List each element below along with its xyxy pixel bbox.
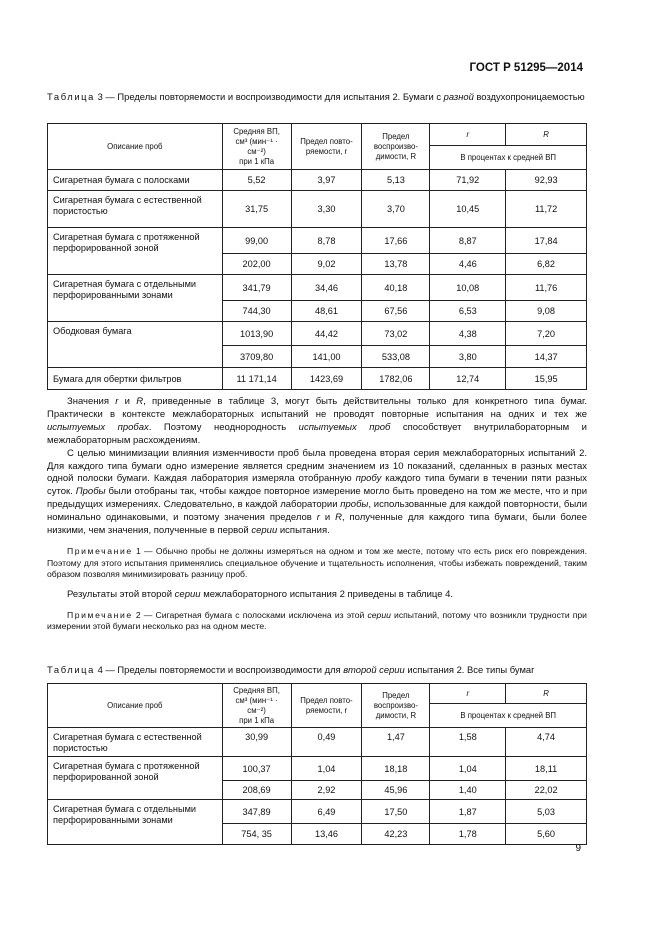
cell-r-percent: 71,92 (430, 170, 506, 191)
header-r-symbol: r (466, 688, 470, 698)
cell-R-percent: 18,11 (506, 757, 587, 781)
table4-caption-pre: — Пределы повторяемости и воспроизводимости для (102, 664, 344, 675)
cell-r-limit: 0,49 (291, 728, 362, 757)
text-run: С целью минимизации влияния изменчивости проб была проведена вторая серия межлабораторных испытаний 2. Для каждого типа бумаги одно измерение является средним значением из 10 показаний, сделанных в разных местах одной полоски бумаги. Каждая лаборатория измеряла отобранную (47, 447, 587, 485)
text-run: , полученные для каждого типа бумаги, были более низкими, чем значения, полученные в первой (47, 512, 588, 537)
cell-r-limit: 44,42 (291, 322, 362, 346)
header-mean-air-permeance (222, 124, 291, 170)
cell-r-percent: 1,78 (430, 824, 506, 845)
table-row (48, 757, 587, 781)
header-rep-line1: Предел повто- (300, 695, 353, 705)
text-italic: серии (174, 588, 201, 600)
header-rep-line2: ряемости, r (305, 705, 348, 715)
cell-R-limit: 17,66 (362, 228, 430, 254)
table-row (48, 322, 587, 346)
header-description: Описание проб (48, 124, 223, 170)
cell-r-limit: 9,02 (291, 254, 362, 275)
table3-caption-pre: — Пределы повторяемости и воспроизводимости для испытания 2. Бумаги с (102, 91, 444, 102)
header-percent-of-mean: В процентах к средней ВП (430, 146, 587, 170)
header-repro-line3: димости, R (375, 151, 417, 161)
row-description: Сигаретная бумага с протяженной перфорированной зоной (48, 757, 223, 800)
cell-r-percent: 10,08 (430, 275, 506, 301)
cell-mean: 341,79 (222, 275, 291, 301)
cell-mean: 31,75 (222, 191, 291, 228)
text-run: Значения (67, 396, 116, 407)
cell-r-limit: 48,61 (291, 301, 362, 322)
cell-r-percent: 8,87 (430, 228, 506, 254)
header-R (506, 124, 587, 146)
text-run: и (118, 396, 137, 407)
cell-r-limit: 6,49 (291, 800, 362, 824)
row-description: Сигаретная бумага с естественной пористостью (48, 728, 223, 757)
cell-r-limit: 141,00 (291, 346, 362, 368)
table-row (48, 191, 587, 228)
header-repro-line2: воспроизво- (373, 700, 418, 710)
text-italic: Пробы (75, 486, 106, 498)
header-mean-line3: при 1 кПа (239, 715, 275, 725)
row-description: Сигаретная бумага с полосками (48, 170, 223, 191)
text-run: испытания. (277, 525, 330, 537)
text-run: межлабораторного испытания 2 приведены в таблице 4. (200, 588, 454, 600)
text-run: 1 — Обычно пробы не должны измеряться на одном и том же месте, потому что есть риск его повреждения. Поэтому для этого испытания применялись специальное обучение и тщательность исполнения, чтобы избежать повреждений, таким образом позволяя минимизировать разницу проб. (47, 545, 587, 580)
paragraph-1 (47, 396, 587, 448)
cell-r-percent: 10,45 (430, 191, 506, 228)
cell-R-limit: 18,18 (362, 757, 430, 781)
header-mean-line1: Средняя ВП, (233, 685, 280, 695)
cell-r-percent: 6,53 (430, 301, 506, 322)
cell-mean: 202,00 (222, 254, 291, 275)
table3-number: 3 (97, 91, 103, 102)
cell-r-limit: 3,97 (291, 170, 362, 191)
header-mean-line2: см³ (мин⁻¹ · см⁻²) (235, 695, 278, 715)
note-1 (47, 546, 587, 581)
row-description: Сигаретная бумага с естественной пористостью (48, 191, 223, 228)
cell-mean: 5,52 (222, 170, 291, 191)
header-reproducibility-limit (362, 124, 430, 170)
text-italic: серии (251, 525, 278, 537)
text-italic: r (115, 396, 119, 407)
table4-caption-post: испытания 2. Все типы бумаг (404, 664, 535, 675)
header-rep-line2: ряемости, r (305, 146, 348, 156)
table3-caption-post: воздухопроницаемостью (473, 91, 585, 102)
table4-number: 4 (97, 664, 103, 675)
cell-r-percent: 1,40 (430, 781, 506, 800)
row-description: Сигаретная бумага с отдельными перфорированными зонами (48, 275, 223, 322)
cell-mean: 754, 35 (222, 824, 291, 845)
header-mean-air-permeance (222, 684, 291, 728)
cell-r-percent: 4,46 (430, 254, 506, 275)
cell-R-limit: 67,56 (362, 301, 430, 322)
cell-R-limit: 45,96 (362, 781, 430, 800)
table4 (47, 683, 587, 845)
note-2 (47, 610, 587, 633)
cell-R-limit: 1,47 (362, 728, 430, 757)
cell-mean: 11 171,14 (222, 368, 291, 390)
cell-r-percent: 3,80 (430, 346, 506, 368)
header-percent-of-mean: В процентах к средней ВП (430, 704, 587, 728)
table4-caption (47, 664, 587, 676)
row-description: Ободковая бумага (48, 322, 223, 368)
header-r-symbol: r (466, 129, 470, 139)
cell-r-limit: 3,30 (291, 191, 362, 228)
cell-mean: 3709,80 (222, 346, 291, 368)
cell-R-limit: 17,50 (362, 800, 430, 824)
row-description: Бумага для обертки фильтров (48, 368, 223, 390)
cell-R-percent: 11,76 (506, 275, 587, 301)
body-text (47, 396, 587, 633)
table-row (48, 275, 587, 301)
cell-R-percent: 11,72 (506, 191, 587, 228)
text-italic: R (335, 512, 342, 524)
paragraph-2 (47, 448, 587, 538)
header-rep-line1: Предел повто- (300, 136, 353, 146)
text-run: , использованные для каждой повторности, были номинально одинаковыми, и поэтому значения пределов (47, 499, 587, 524)
text-italic: r (316, 512, 320, 524)
cell-r-limit: 13,46 (291, 824, 362, 845)
cell-r-percent: 1,58 (430, 728, 506, 757)
header-repro-line3: димости, R (375, 710, 417, 720)
table3 (47, 123, 587, 390)
text-run: . Поэтому неоднородность (148, 421, 299, 433)
cell-R-percent: 17,84 (506, 228, 587, 254)
table-row (48, 170, 587, 191)
paragraph-3 (47, 589, 587, 602)
cell-R-limit: 13,78 (362, 254, 430, 275)
cell-r-limit: 34,46 (291, 275, 362, 301)
note-label: Примечание (67, 609, 133, 620)
cell-mean: 208,69 (222, 781, 291, 800)
cell-mean: 1013,90 (222, 322, 291, 346)
cell-r-percent: 1,04 (430, 757, 506, 781)
header-repeatability-limit (291, 684, 362, 728)
cell-R-percent: 5,60 (506, 824, 587, 845)
text-italic: испытуемых пробах (47, 421, 149, 433)
cell-R-percent: 4,74 (506, 728, 587, 757)
cell-r-limit: 2,92 (291, 781, 362, 800)
cell-R-percent: 6,82 (506, 254, 587, 275)
text-run: каждого типа бумаги в течении пяти разных суток. (47, 473, 587, 498)
row-description: Сигаретная бумага с отдельными перфорированными зонами (48, 800, 223, 845)
text-run: и (319, 512, 336, 524)
table3-caption (47, 91, 587, 103)
header-description: Описание проб (48, 684, 223, 728)
table4-label: Таблица (47, 664, 95, 675)
table-row (48, 368, 587, 390)
header-R (506, 684, 587, 704)
table-row (48, 800, 587, 824)
cell-r-percent: 12,74 (430, 368, 506, 390)
cell-mean: 347,89 (222, 800, 291, 824)
page-number: 9 (575, 843, 581, 854)
cell-R-limit: 533,08 (362, 346, 430, 368)
header-mean-line2: см³ (мин⁻¹ · см⁻²) (235, 136, 278, 156)
cell-R-limit: 5,13 (362, 170, 430, 191)
header-R-symbol: R (543, 129, 549, 139)
cell-R-percent: 22,02 (506, 781, 587, 800)
table4-caption-em: второй серии (343, 664, 405, 675)
header-mean-line1: Средняя ВП, (233, 126, 280, 136)
cell-r-limit: 1423,69 (291, 368, 362, 390)
header-r (430, 684, 506, 704)
cell-mean: 744,30 (222, 301, 291, 322)
cell-R-limit: 3,70 (362, 191, 430, 228)
cell-R-percent: 5,03 (506, 800, 587, 824)
cell-r-limit: 8,78 (291, 228, 362, 254)
table3-label: Таблица (47, 91, 95, 102)
cell-r-percent: 1,87 (430, 800, 506, 824)
note-label: Примечание (67, 545, 133, 556)
cell-R-limit: 40,18 (362, 275, 430, 301)
header-repeatability-limit (291, 124, 362, 170)
text-italic: пробы (340, 499, 369, 511)
document-code: ГОСТ Р 51295—2014 (469, 62, 583, 74)
cell-R-percent: 9,08 (506, 301, 587, 322)
table3-caption-em: разной (443, 91, 474, 102)
text-run: способствует внутрилабораторным и межлабораторным расхождениям. (47, 421, 587, 446)
cell-R-limit: 1782,06 (362, 368, 430, 390)
table-row (48, 228, 587, 254)
table-row (48, 728, 587, 757)
row-description: Сигаретная бумага с протяженной перфорированной зоной (48, 228, 223, 275)
text-italic: R (136, 396, 144, 407)
cell-R-percent: 14,37 (506, 346, 587, 368)
text-italic: серии (367, 609, 391, 620)
cell-R-limit: 73,02 (362, 322, 430, 346)
text-run: Результаты этой второй (67, 588, 175, 600)
cell-R-limit: 42,23 (362, 824, 430, 845)
cell-R-percent: 7,20 (506, 322, 587, 346)
cell-mean: 99,00 (222, 228, 291, 254)
header-repro-line1: Предел (382, 131, 410, 141)
text-run: , приведенные в таблице 3, могут быть действительны только для конкретного типа бумаг. Практически в контексте межлабораторных испытаний не проводят повторные испытания на одних и тех же (47, 396, 587, 420)
text-run: были отобраны так, чтобы каждое повторное измерение могло быть проведено на том же месте, что и при предыдущих измерениях. Следовательно, в каждой лаборатории (47, 486, 588, 511)
cell-r-percent: 4,38 (430, 322, 506, 346)
header-r (430, 124, 506, 146)
cell-mean: 100,37 (222, 757, 291, 781)
header-R-symbol: R (543, 688, 549, 698)
cell-r-limit: 1,04 (291, 757, 362, 781)
header-reproducibility-limit (362, 684, 430, 728)
header-repro-line1: Предел (382, 690, 410, 700)
header-repro-line2: воспроизво- (373, 141, 418, 151)
cell-mean: 30,99 (222, 728, 291, 757)
cell-R-percent: 92,93 (506, 170, 587, 191)
cell-R-percent: 15,95 (506, 368, 587, 390)
text-italic: пробу (355, 473, 382, 485)
text-run: 2 — Сигаретная бумага с полосками исключена из этой (132, 609, 368, 620)
header-mean-line3: при 1 кПа (239, 156, 275, 166)
text-italic: испытуемых проб (298, 421, 391, 433)
text-run: испытаний, потому что возникли трудности при измерении этой бумаги несколько раз на одном месте. (47, 609, 587, 632)
